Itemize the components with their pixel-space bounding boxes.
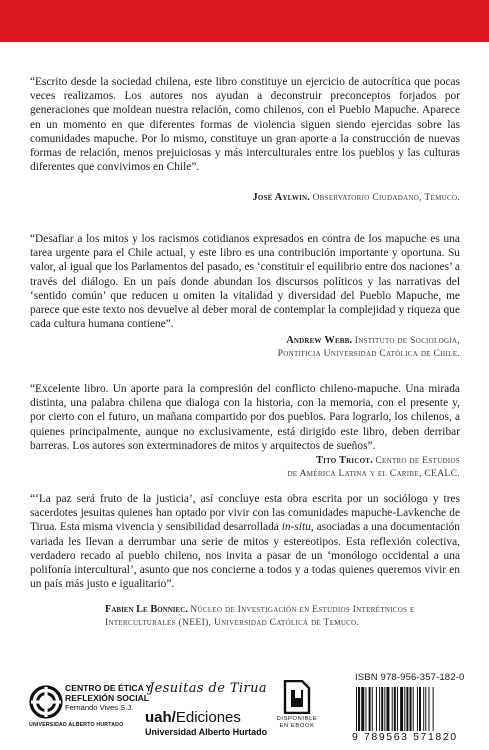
barcode-icon	[355, 687, 461, 731]
author-affiliation: Centro de Estudios	[375, 455, 460, 466]
cef-university: UNIVERSIDAD ALBERTO HURTADO	[29, 722, 124, 728]
top-color-band	[0, 0, 489, 42]
ebook-icon	[282, 680, 312, 714]
blurb-attribution-webb	[278, 334, 460, 360]
author-name: José Aylwin.	[252, 192, 311, 203]
cef-emblem-icon	[29, 685, 63, 719]
blurb-quote-lebonniec: “‘La paz será fruto de la justicia’, así concluye esta obra escrita por un sociólogo y tres sacerdotes jesuitas quienes han optado por vivir con las comunidades mapuche-Lavkenche de Tirua. Esta misma vivencia y sensibilidad desarrollada in-situ, asociadas a una documentación variada les llevan a derrumbar una serie de mitos y estereotipos. Esta reflexión colectiva, verdadero recado al pueblo chileno, nos invita a pasar de un ‘monólogo occidental a una polifonía intercultural’, asunto que nos concierne a todos y a todas quienes queremos vivir en un país más justo e igualitario”.	[30, 493, 460, 591]
centro-etica-logo	[29, 683, 152, 739]
blurb-attribution-aylwin	[252, 191, 460, 204]
author-affiliation-line2: de América Latina y el Caribe, CEALC.	[287, 468, 460, 479]
cef-title: CENTRO DE ÉTICA Y REFLEXIÓN SOCIAL	[65, 683, 152, 703]
isbn-label: ISBN 978-956-357-182-0	[355, 672, 465, 683]
cef-subtitle: Fernando Vives S.J.	[65, 703, 134, 712]
ebook-availability: DISPONIBLE EN EBOOK	[276, 716, 318, 729]
author-affiliation: Instituto de Sociología,	[354, 335, 460, 346]
author-name: Fabien Le Bonniec.	[105, 604, 188, 615]
author-name: Andrew Webb.	[286, 335, 353, 346]
author-name: Tito Tricot.	[315, 455, 373, 466]
italic-term: in-situ	[281, 521, 311, 534]
blurb-attribution-tricot	[287, 454, 460, 480]
jesuitas-de-tirua-logo: Jesuitas de Tirua	[149, 681, 267, 696]
uah-ediciones-logo: uah/Ediciones	[145, 709, 241, 726]
author-affiliation-line2: Interculturales (NEEI), Universidad Católica de Temuco.	[105, 617, 360, 629]
barcode-number: 9 789563 571820	[352, 731, 458, 743]
author-affiliation: Núcleo de Investigación en Estudios Interétnicos e	[190, 604, 415, 615]
blurb-attribution-lebonniec	[105, 603, 465, 630]
blurb-quote-aylwin: “Escrito desde la sociedad chilena, este libro constituye un ejercicio de autocrítica que pocas veces realizamos. Los autores nos ayudan a deconstruir preconceptos forjados por generaciones que moldean nuestra relación, como chilenos, con el Pueblo Mapuche. Aparece en un momento en que diferentes formas de violencia siguen siendo ejercidas sobre las comunidades mapuche. Por lo mismo, constituye un gran aporte a la construcción de nuevas formas de relación, menos prejuiciosas y más interculturales entre los pueblos y las culturas diferentes que convivimos en Chile”.	[30, 76, 460, 174]
uah-subtitle: Universidad Alberto Hurtado	[145, 727, 268, 737]
blurb-quote-webb: “Desafiar a los mitos y los racismos cotidianos expresados en contra de los mapuche es una tarea urgente para el Chile actual, y este libro es una contribución importante y oportuna. Su valor, al igual que los Parlamentos del pasado, es ‘constituir el equilibrio entre dos naciones’ a través del diálogo. En un país donde abundan los discursos políticos y las narrativas del ‘sentido común’ que reducen u omiten la vitalidad y diversidad del Pueblo Mapuche, me parece que este texto nos devuelve al deber moral de contemplar la complejidad y riqueza que cada cultura humana contiene”.	[30, 233, 460, 331]
blurb-quote-tricot: “Excelente libro. Un aporte para la compresión del conflicto chileno-mapuche. Una mirada distinta, una palabra chilena que dialoga con la historia, con la memoria, con el presente y, por cierto con el futuro, un mañana compartido por dos pueblos. Para lograrlo, los chilenos, a quienes principalmente, aunque no exclusivamente, está dirigido este libro, deben derribar barreras. Los autores son exterminadores de mitos y arquitectos de sueños”.	[30, 383, 460, 452]
author-affiliation: Observatorio Ciudadano, Temuco.	[312, 192, 460, 203]
author-affiliation-line2: Pontificia Universidad Católica de Chile.	[277, 348, 460, 359]
